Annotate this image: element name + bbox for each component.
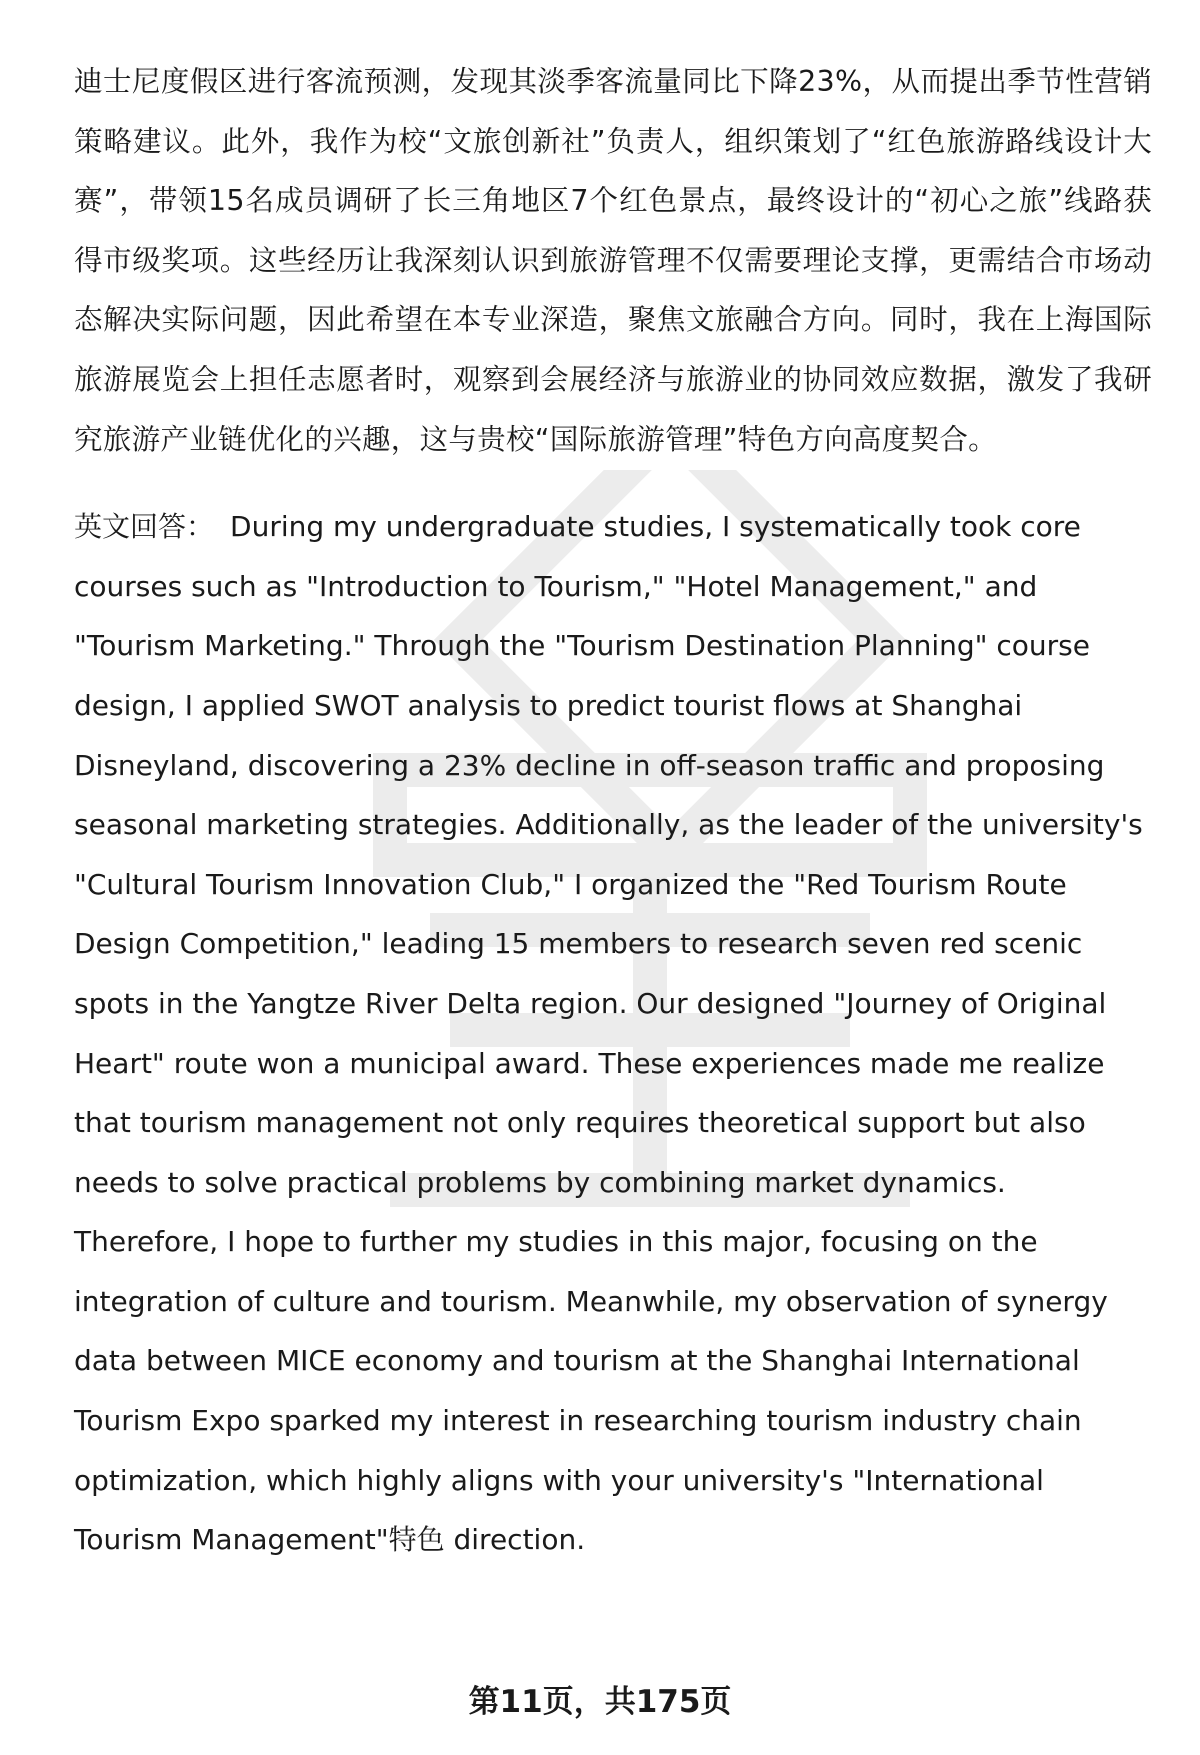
- document-body: [74, 52, 1152, 1570]
- english-answer-label: 英文回答：: [74, 510, 215, 544]
- page-number-footer: 第11页，共175页: [468, 1684, 732, 1720]
- english-answer-paragraph: [74, 497, 1152, 1570]
- chinese-answer-paragraph: 迪士尼度假区进行客流预测，发现其淡季客流量同比下降23%，从而提出季节性营销策略建议。此外，我作为校“文旅创新社”负责人，组织策划了“红色旅游路线设计大赛”，带领15名成员调研了长三角地区7个红色景点，最终设计的“初心之旅”线路获得市级奖项。这些经历让我深刻认识到旅游管理不仅需要理论支撑，更需结合市场动态解决实际问题，因此希望在本专业深造，聚焦文旅融合方向。同时，我在上海国际旅游展览会上担任志愿者时，观察到会展经济与旅游业的协同效应数据，激发了我研究旅游产业链优化的兴趣，这与贵校“国际旅游管理”特色方向高度契合。: [74, 65, 1152, 456]
- english-answer-text: During my undergraduate studies, I systematically took core courses such as "Introduction to Tourism," "Hotel Management," and "Tourism Marketing." Through the "Tourism Destination Planning" course design, I applied SWOT analysis to predict tourist flows at Shanghai Disneyland, discovering a 23% decline in off-season traffic and proposing seasonal marketing strategies. Additionally, as the leader of the university's "Cultural Tourism Innovation Club," I organized the "Red Tourism Route Design Competition," leading 15 members to research seven red scenic spots in the Yangtze River Delta region. Our designed "Journey of Original Heart" route won a municipal award. These experiences made me realize that tourism management not only requires theoretical support but also needs to solve practical problems by combining market dynamics. Therefore, I hope to further my studies in this major, focusing on the integration of culture and tourism. Meanwhile, my observation of synergy data between MICE economy and tourism at the Shanghai International Tourism Expo sparked my interest in researching tourism industry chain optimization, which highly aligns with your university's "International Tourism Management"特色 direction.: [74, 510, 1143, 1557]
